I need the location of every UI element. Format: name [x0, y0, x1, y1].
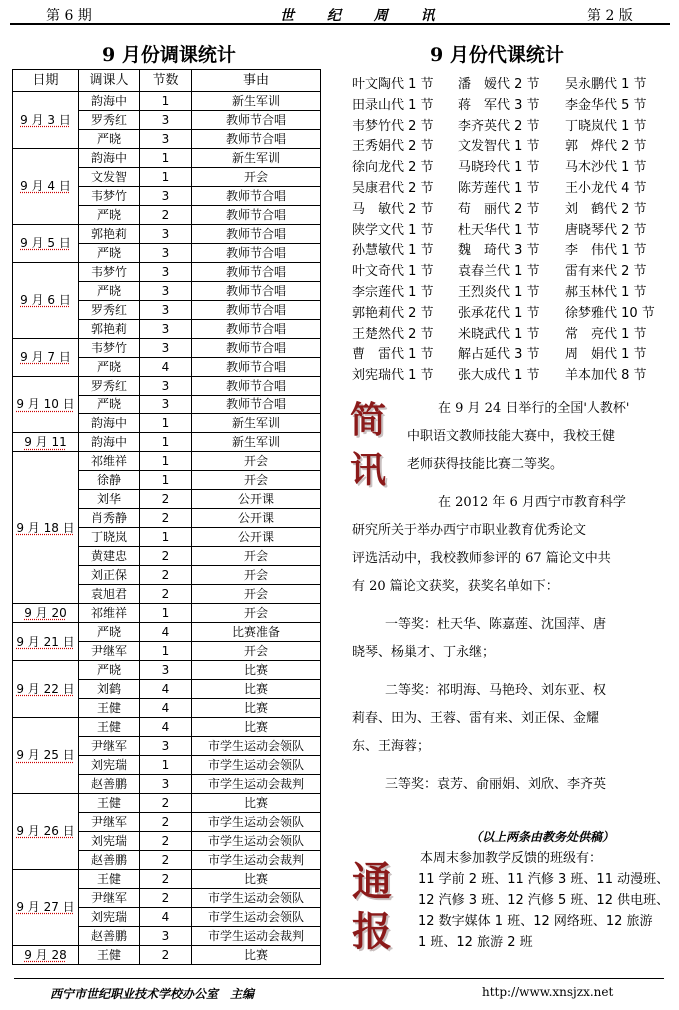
- periods-cell: 3: [140, 376, 192, 395]
- teacher-cell: 韦梦竹: [79, 338, 140, 357]
- coverage-entry: 马木沙代 1 节: [565, 160, 647, 176]
- periods-cell: 1: [140, 433, 192, 452]
- date-cell: 9 月 22 日: [13, 661, 79, 718]
- notice-line: 11 学前 2 班、11 汽修 3 班、11 动漫班、: [418, 872, 670, 887]
- reason-cell: 市学生运动会领队: [192, 888, 321, 907]
- periods-cell: 4: [140, 623, 192, 642]
- table-row: [13, 869, 321, 888]
- periods-cell: 1: [140, 414, 192, 433]
- reason-cell: 比赛: [192, 699, 321, 718]
- teacher-cell: 徐静: [79, 471, 140, 490]
- periods-cell: 3: [140, 281, 192, 300]
- teacher-cell: 严晓: [79, 243, 140, 262]
- date-cell: 9 月 18 日: [13, 452, 79, 604]
- reason-cell: 市学生运动会领队: [192, 736, 321, 755]
- table-row: [13, 262, 321, 281]
- coverage-entry: 周 娟代 1 节: [565, 347, 647, 363]
- coverage-entry: 叶文奇代 1 节: [352, 264, 434, 280]
- periods-cell: 3: [140, 300, 192, 319]
- source-note: （以上两条由教务处供稿）: [470, 830, 615, 844]
- periods-cell: 3: [140, 661, 192, 680]
- teacher-cell: 肖秀静: [79, 509, 140, 528]
- date-cell: 9 月 11: [13, 433, 79, 452]
- news-line: 有 20 篇论文获奖，获奖名单如下：: [352, 579, 559, 594]
- periods-cell: 3: [140, 110, 192, 129]
- reason-cell: 市学生运动会裁判: [192, 850, 321, 869]
- table-row: [13, 148, 321, 167]
- periods-cell: 3: [140, 926, 192, 945]
- column-header: 调课人: [79, 70, 140, 92]
- periods-cell: 2: [140, 566, 192, 585]
- reason-cell: 教师节合唱: [192, 357, 321, 376]
- date-cell: 9 月 26 日: [13, 793, 79, 869]
- reason-cell: 教师节合唱: [192, 243, 321, 262]
- reason-cell: 开会: [192, 566, 321, 585]
- coverage-entry: 王秀娟代 2 节: [352, 139, 434, 155]
- page-header: [10, 2, 670, 24]
- periods-cell: 4: [140, 717, 192, 736]
- table-row: [13, 224, 321, 243]
- teacher-cell: 罗秀红: [79, 300, 140, 319]
- periods-cell: 2: [140, 888, 192, 907]
- coverage-entry: 米晓武代 1 节: [458, 326, 540, 342]
- coverage-entry: 刘 鹤代 2 节: [565, 201, 647, 217]
- teacher-cell: 王健: [79, 793, 140, 812]
- reason-cell: 比赛: [192, 945, 321, 964]
- column-header: 事由: [192, 70, 321, 92]
- left-title: 9 月份调课统计: [102, 44, 236, 66]
- teacher-cell: 赵善鹏: [79, 926, 140, 945]
- reason-cell: 比赛: [192, 661, 321, 680]
- news-line: 一等奖：杜天华、陈嘉莲、沈国萍、唐: [385, 617, 607, 632]
- teacher-cell: 韵海中: [79, 433, 140, 452]
- teacher-cell: 王健: [79, 699, 140, 718]
- coverage-entry: 马 敏代 2 节: [352, 201, 434, 217]
- coverage-entry: 曹 雷代 1 节: [352, 347, 434, 363]
- news-line: 莉春、田为、王蓉、雷有来、刘正保、金耀: [352, 711, 600, 726]
- news-line: 评选活动中，我校教师参评的 67 篇论文中共: [352, 551, 611, 566]
- tongbao-char-2: 报: [352, 908, 392, 955]
- column-header: 节数: [140, 70, 192, 92]
- teacher-cell: 韦梦竹: [79, 262, 140, 281]
- coverage-entry: 王楚然代 2 节: [352, 326, 434, 342]
- news-line: 研究所关于举办西宁市职业教育优秀论文: [352, 523, 587, 538]
- teacher-cell: 韵海中: [79, 148, 140, 167]
- teacher-cell: 王健: [79, 945, 140, 964]
- reason-cell: 教师节合唱: [192, 224, 321, 243]
- coverage-entry: 常 亮代 1 节: [565, 326, 647, 342]
- periods-cell: 3: [140, 319, 192, 338]
- reason-cell: 开会: [192, 585, 321, 604]
- substitution-table: [12, 69, 321, 965]
- coverage-entry: 李金华代 5 节: [565, 97, 647, 113]
- teacher-cell: 刘鹤: [79, 680, 140, 699]
- periods-cell: 2: [140, 869, 192, 888]
- reason-cell: 比赛: [192, 680, 321, 699]
- reason-cell: 教师节合唱: [192, 300, 321, 319]
- periods-cell: 1: [140, 471, 192, 490]
- jianxun-char-1: 简: [350, 399, 387, 441]
- table-row: [13, 433, 321, 452]
- teacher-cell: 黄建忠: [79, 547, 140, 566]
- coverage-entry: 唐晓琴代 2 节: [565, 222, 647, 238]
- coverage-entry: 马晓玲代 1 节: [458, 160, 540, 176]
- notice-line: 12 数字媒体 1 班、12 网络班、12 旅游: [418, 914, 653, 929]
- periods-cell: 2: [140, 793, 192, 812]
- teacher-cell: 尹继军: [79, 642, 140, 661]
- coverage-entry: 杜天华代 1 节: [458, 222, 540, 238]
- periods-cell: 2: [140, 585, 192, 604]
- news-line: 中职语文教师技能大赛中，我校王健: [407, 429, 616, 444]
- coverage-entry: 解占延代 3 节: [458, 347, 540, 363]
- reason-cell: 教师节合唱: [192, 376, 321, 395]
- periods-cell: 1: [140, 642, 192, 661]
- teacher-cell: 刘宪瑞: [79, 907, 140, 926]
- teacher-cell: 严晓: [79, 623, 140, 642]
- coverage-entry: 郭 烨代 2 节: [565, 139, 647, 155]
- teacher-cell: 韦梦竹: [79, 186, 140, 205]
- coverage-entry: 徐向龙代 2 节: [352, 160, 434, 176]
- reason-cell: 公开课: [192, 490, 321, 509]
- periods-cell: 2: [140, 490, 192, 509]
- periods-cell: 1: [140, 528, 192, 547]
- coverage-entry: 李 伟代 1 节: [565, 243, 647, 259]
- reason-cell: 教师节合唱: [192, 129, 321, 148]
- teacher-cell: 刘华: [79, 490, 140, 509]
- periods-cell: 2: [140, 945, 192, 964]
- teacher-cell: 罗秀红: [79, 376, 140, 395]
- periods-cell: 2: [140, 812, 192, 831]
- periods-cell: 3: [140, 129, 192, 148]
- periods-cell: 1: [140, 92, 192, 111]
- coverage-entry: 魏 琦代 3 节: [458, 243, 540, 259]
- teacher-cell: 严晓: [79, 205, 140, 224]
- table-row: [13, 945, 321, 964]
- reason-cell: 开会: [192, 642, 321, 661]
- tongbao-char-1: 通: [352, 858, 392, 905]
- table-row: [13, 338, 321, 357]
- news-line: 在 2012 年 6 月西宁市教育科学: [438, 495, 626, 510]
- reason-cell: 市学生运动会领队: [192, 812, 321, 831]
- periods-cell: 3: [140, 224, 192, 243]
- periods-cell: 1: [140, 452, 192, 471]
- coverage-entry: 田录山代 1 节: [352, 97, 434, 113]
- coverage-entry: 吴永鹏代 1 节: [565, 77, 647, 92]
- periods-cell: 4: [140, 357, 192, 376]
- reason-cell: 公开课: [192, 528, 321, 547]
- coverage-entry: 张大成代 1 节: [458, 368, 540, 384]
- periods-cell: 2: [140, 205, 192, 224]
- reason-cell: 教师节合唱: [192, 395, 321, 414]
- coverage-entry: 吴康君代 2 节: [352, 181, 434, 196]
- page-number: 第 2 版: [587, 8, 633, 24]
- coverage-entry: 文发智代 1 节: [458, 139, 540, 155]
- reason-cell: 新生军训: [192, 148, 321, 167]
- issue-number: 第 6 期: [46, 8, 92, 24]
- periods-cell: 1: [140, 604, 192, 623]
- date-cell: 9 月 27 日: [13, 869, 79, 945]
- table-row: [13, 661, 321, 680]
- table-row: [13, 452, 321, 471]
- date-cell: 9 月 3 日: [13, 92, 79, 149]
- header-rule: [10, 23, 670, 25]
- coverage-entry: 郝玉林代 1 节: [565, 285, 647, 300]
- periods-cell: 3: [140, 186, 192, 205]
- reason-cell: 比赛: [192, 793, 321, 812]
- news-line: 二等奖：祁明海、马艳玲、刘东亚、权: [385, 683, 607, 698]
- teacher-cell: 郭艳莉: [79, 224, 140, 243]
- table-row: [13, 376, 321, 395]
- periods-cell: 4: [140, 699, 192, 718]
- reason-cell: 比赛: [192, 869, 321, 888]
- periods-cell: 3: [140, 243, 192, 262]
- news-line: 老师获得技能比赛二等奖。: [407, 457, 564, 472]
- reason-cell: 教师节合唱: [192, 205, 321, 224]
- reason-cell: 教师节合唱: [192, 281, 321, 300]
- coverage-entry: 雷有来代 2 节: [565, 264, 647, 280]
- date-cell: 9 月 7 日: [13, 338, 79, 376]
- teacher-cell: 韵海中: [79, 414, 140, 433]
- periods-cell: 3: [140, 338, 192, 357]
- news-line: 在 9 月 24 日举行的全国'人教杯': [438, 401, 630, 416]
- coverage-entry: 李宗莲代 1 节: [352, 285, 434, 300]
- footer-org: 西宁市世纪职业技术学校办公室 主编: [50, 987, 255, 1001]
- table-row: [13, 623, 321, 642]
- teacher-cell: 祁维祥: [79, 604, 140, 623]
- reason-cell: 市学生运动会裁判: [192, 774, 321, 793]
- coverage-entry: 叶文陶代 1 节: [352, 77, 434, 92]
- teacher-cell: 尹继军: [79, 888, 140, 907]
- periods-cell: 2: [140, 509, 192, 528]
- teacher-cell: 郭艳莉: [79, 319, 140, 338]
- reason-cell: 教师节合唱: [192, 262, 321, 281]
- periods-cell: 2: [140, 831, 192, 850]
- teacher-cell: 祁维祥: [79, 452, 140, 471]
- reason-cell: 市学生运动会裁判: [192, 926, 321, 945]
- periods-cell: 3: [140, 736, 192, 755]
- paper-name: 世 纪 周 讯: [280, 8, 449, 24]
- date-cell: 9 月 4 日: [13, 148, 79, 224]
- reason-cell: 公开课: [192, 509, 321, 528]
- reason-cell: 开会: [192, 167, 321, 186]
- coverage-entry: 蒋 军代 3 节: [458, 97, 540, 113]
- date-cell: 9 月 6 日: [13, 262, 79, 338]
- periods-cell: 1: [140, 167, 192, 186]
- coverage-entry: 张承花代 1 节: [458, 305, 540, 321]
- notice-line: 1 班、12 旅游 2 班: [418, 935, 533, 950]
- reason-cell: 市学生运动会领队: [192, 907, 321, 926]
- periods-cell: 1: [140, 755, 192, 774]
- periods-cell: 4: [140, 680, 192, 699]
- coverage-entry: 苟 丽代 2 节: [458, 201, 540, 217]
- table-row: [13, 92, 321, 111]
- reason-cell: 新生军训: [192, 414, 321, 433]
- teacher-cell: 赵善鹏: [79, 850, 140, 869]
- table-body: [13, 92, 321, 965]
- reason-cell: 比赛准备: [192, 623, 321, 642]
- teacher-cell: 丁晓岚: [79, 528, 140, 547]
- coverage-entry: 王烈炎代 1 节: [458, 285, 540, 300]
- teacher-cell: 刘正保: [79, 566, 140, 585]
- teacher-cell: 王健: [79, 869, 140, 888]
- reason-cell: 市学生运动会领队: [192, 755, 321, 774]
- reason-cell: 教师节合唱: [192, 110, 321, 129]
- reason-cell: 开会: [192, 471, 321, 490]
- teacher-cell: 尹继军: [79, 736, 140, 755]
- periods-cell: 2: [140, 547, 192, 566]
- date-cell: 9 月 20: [13, 604, 79, 623]
- periods-cell: 3: [140, 774, 192, 793]
- reason-cell: 市学生运动会领队: [192, 831, 321, 850]
- column-header: 日期: [13, 70, 79, 92]
- coverage-entry: 丁晓岚代 1 节: [565, 118, 647, 134]
- footer-url: http://www.xnsjzx.net: [482, 985, 614, 999]
- date-cell: 9 月 21 日: [13, 623, 79, 661]
- coverage-entry: 徐梦雅代 10 节: [565, 305, 655, 321]
- notice-line: 12 汽修 3 班、12 汽修 5 班、12 供电班、: [418, 893, 670, 908]
- coverage-entry: 孙慧敏代 1 节: [352, 243, 434, 259]
- reason-cell: 开会: [192, 547, 321, 566]
- table-header-row: [13, 70, 321, 92]
- right-title: 9 月份代课统计: [430, 44, 564, 66]
- teacher-cell: 文发智: [79, 167, 140, 186]
- reason-cell: 教师节合唱: [192, 319, 321, 338]
- teacher-cell: 严晓: [79, 129, 140, 148]
- teacher-cell: 袁旭君: [79, 585, 140, 604]
- date-cell: 9 月 28: [13, 945, 79, 964]
- teacher-cell: 刘宪瑞: [79, 831, 140, 850]
- coverage-entry: 陕学文代 1 节: [352, 222, 434, 238]
- reason-cell: 新生军训: [192, 433, 321, 452]
- table-row: [13, 793, 321, 812]
- page-footer: [14, 978, 664, 1009]
- coverage-entry: 潘 嫒代 2 节: [458, 77, 540, 92]
- teacher-cell: 罗秀红: [79, 110, 140, 129]
- coverage-entry: 李齐英代 2 节: [458, 118, 540, 134]
- date-cell: 9 月 25 日: [13, 717, 79, 793]
- table-row: [13, 717, 321, 736]
- coverage-entry: 陈芳莲代 1 节: [458, 181, 540, 196]
- reason-cell: 开会: [192, 452, 321, 471]
- jianxun-char-2: 讯: [350, 449, 387, 491]
- periods-cell: 2: [140, 850, 192, 869]
- coverage-entry: 袁春兰代 1 节: [458, 264, 540, 280]
- news-line: 东、王海蓉；: [352, 739, 431, 754]
- periods-cell: 1: [140, 148, 192, 167]
- coverage-entry: 郭艳莉代 2 节: [352, 305, 434, 321]
- teacher-cell: 严晓: [79, 281, 140, 300]
- coverage-entry: 王小龙代 4 节: [565, 181, 647, 196]
- periods-cell: 4: [140, 907, 192, 926]
- teacher-cell: 严晓: [79, 661, 140, 680]
- teacher-cell: 王健: [79, 717, 140, 736]
- notice-line: 本周末参加教学反馈的班级有：: [420, 851, 603, 866]
- news-line: 三等奖：袁芳、俞丽娟、刘欣、李齐英: [385, 777, 607, 792]
- teacher-cell: 严晓: [79, 357, 140, 376]
- teacher-cell: 严晓: [79, 395, 140, 414]
- periods-cell: 3: [140, 395, 192, 414]
- coverage-entry: 刘宪瑞代 1 节: [352, 368, 434, 384]
- teacher-cell: 赵善鹏: [79, 774, 140, 793]
- reason-cell: 开会: [192, 604, 321, 623]
- news-line: 晓琴、杨巢才、丁永继；: [352, 645, 496, 660]
- table-row: [13, 604, 321, 623]
- reason-cell: 比赛: [192, 717, 321, 736]
- date-cell: 9 月 5 日: [13, 224, 79, 262]
- teacher-cell: 韵海中: [79, 92, 140, 111]
- coverage-entry: 韦梦竹代 2 节: [352, 118, 434, 134]
- teacher-cell: 尹继军: [79, 812, 140, 831]
- reason-cell: 新生军训: [192, 92, 321, 111]
- coverage-entry: 羊本加代 8 节: [565, 368, 647, 384]
- periods-cell: 3: [140, 262, 192, 281]
- reason-cell: 教师节合唱: [192, 338, 321, 357]
- teacher-cell: 刘宪瑞: [79, 755, 140, 774]
- reason-cell: 教师节合唱: [192, 186, 321, 205]
- date-cell: 9 月 10 日: [13, 376, 79, 433]
